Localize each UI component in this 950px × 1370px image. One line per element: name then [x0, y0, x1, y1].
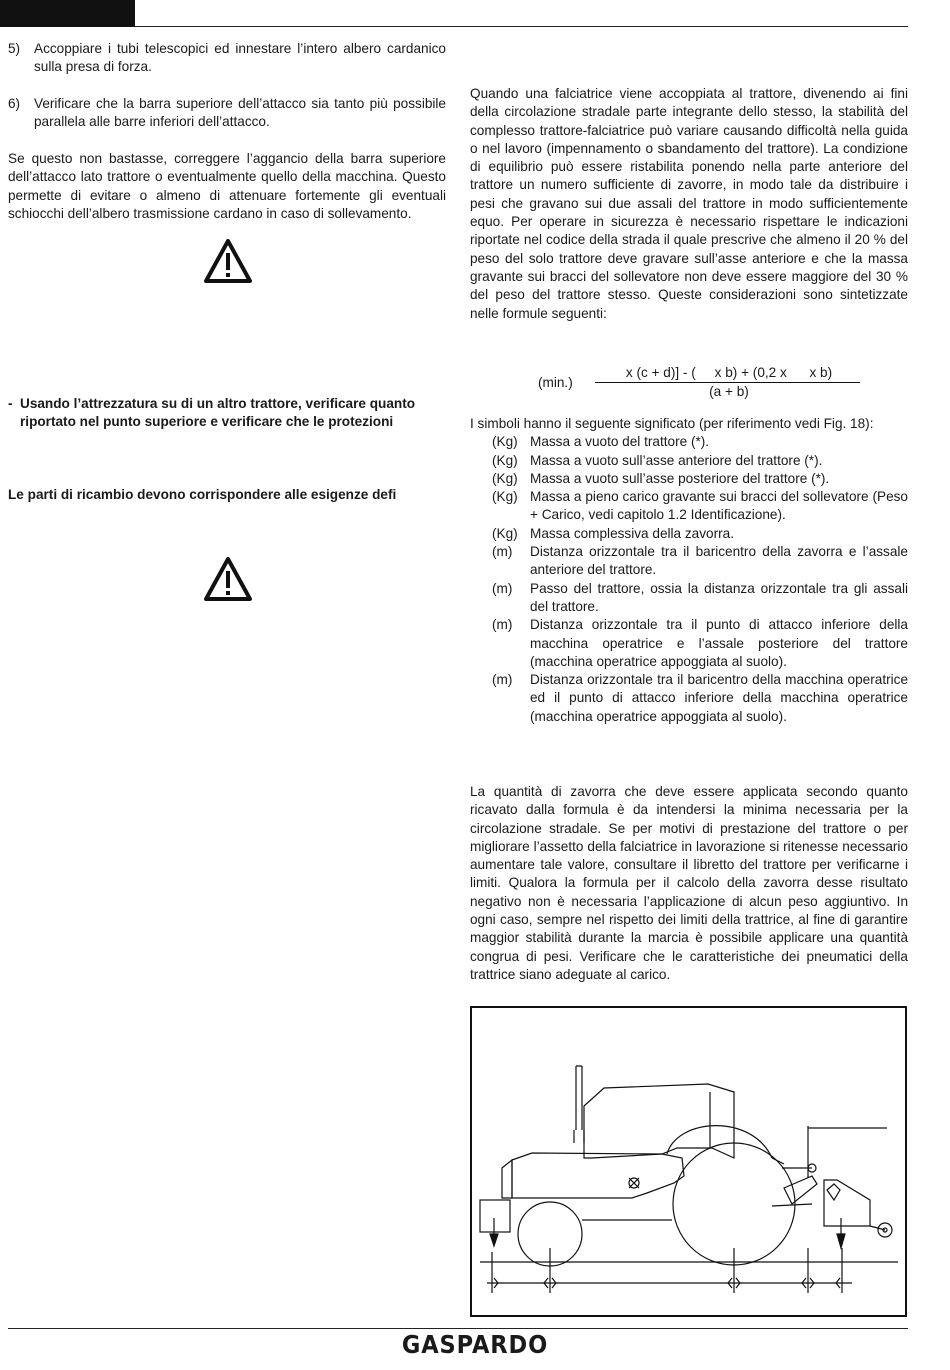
tractor-ballast-diagram	[470, 1006, 907, 1317]
legend-text: Massa a vuoto del trattore (*).	[530, 434, 710, 450]
formula-prefix: (min.)	[538, 375, 573, 390]
legend-unit: (m)	[492, 544, 513, 560]
paragraph-hitch: Se questo non bastasse, correggere l’aggancio della barra superiore dell’attacco lato trattore o eventualmente quello della macchina. Questo permette di evitare o almeno di attenuare fortemente gli eventuali schiocchi dell’albero trasmissione cardano in caso di sollevamento.	[8, 151, 446, 221]
bullet-dash: -	[8, 396, 13, 411]
gaspardo-logo: GASPARDO	[401, 1330, 549, 1359]
legend-item	[470, 616, 908, 671]
symbol-legend	[470, 415, 908, 726]
legend-text: Distanza orizzontale tra il baricentro della macchina operatrice ed il punto di attacco inferiore della macchina operatrice (macchina operatrice appoggiata al suolo).	[530, 672, 908, 724]
header-tab-block	[0, 0, 135, 27]
legend-item	[470, 452, 908, 470]
legend-text: Distanza orizzontale tra il baricentro della zavorra e l’assale anteriore del trattore.	[530, 544, 908, 578]
legend-item	[470, 525, 908, 543]
legend-unit: (Kg)	[492, 489, 518, 505]
warning-triangle-icon	[203, 556, 253, 602]
warning-triangle-icon	[203, 238, 253, 284]
formula-numerator: x (c + d)] - ( x b) + (0,2 x x b)	[625, 365, 833, 380]
legend-text: Massa a pieno carico gravante sui bracci del sollevatore (Peso + Carico, vedi capitolo 1.2 Identificazione).	[530, 489, 908, 523]
legend-item	[470, 433, 908, 451]
legend-text: Passo del trattore, ossia la distanza orizzontale tra gli assali del trattore.	[530, 580, 908, 614]
paragraph-stability: Quando una falciatrice viene accoppiata al trattore, divenendo ai fini della circolazione stradale parte integrante dello stesso, la stabilità del complesso trattore-falciatrice può variare causando difficoltà nella guida o nel lavoro (impennamento o sbandamento del trattore). La condizione di equilibrio può essere ristabilita ponendo nella parte anteriore del trattore un numero sufficiente di zavorre, in modo tale da distribuire i pesi che gravano sui due assali del trattore in modo sufficientemente equo. Per operare in sicurezza è necessario rispettare le indicazioni riportate nel codice della strada il quale prescrive che almeno il 20 % del peso del solo trattore deve gravare sull’asse anteriore e che la massa gravante sui bracci del sollevatore non deve essere maggiore del 30 % del peso del trattore stesso. Queste considerazioni sono sintetizzate nelle formule seguenti:	[470, 86, 908, 321]
legend-unit: (m)	[492, 580, 513, 596]
legend-item	[470, 488, 908, 525]
step-6	[8, 95, 446, 132]
legend-unit: (Kg)	[492, 452, 518, 468]
legend-item	[470, 543, 908, 580]
legend-text: Massa a vuoto sull’asse anteriore del trattore (*).	[530, 452, 823, 468]
formula-denominator: (a + b)	[709, 384, 749, 399]
bullet-text: Usando l’attrezzatura su di un altro trattore, verificare quanto riportato nel punto superiore e verificare che le protezioni	[20, 396, 416, 430]
legend-unit: (m)	[492, 672, 513, 688]
step-number: 5)	[8, 41, 21, 56]
legend-unit: (Kg)	[492, 434, 518, 450]
legend-item	[470, 580, 908, 617]
legend-text: Massa a vuoto sull’asse posteriore del trattore (*).	[530, 470, 830, 486]
legend-text: Massa complessiva della zavorra.	[530, 525, 734, 541]
legend-unit: (m)	[492, 617, 513, 633]
step-5	[8, 40, 446, 77]
legend-text: Distanza orizzontale tra il punto di attacco inferiore della macchina operatrice e l’assale posteriore del trattore (macchina operatrice appoggiata al suolo).	[530, 617, 908, 669]
legend-unit: (Kg)	[492, 470, 518, 486]
legend-item	[470, 470, 908, 488]
paragraph-ballast: La quantità di zavorra che deve essere applicata secondo quanto ricavato dalla formula è da intendersi la minima necessaria per la circolazione stradale. Se per motivi di prestazione del trattore o per migliorare l’assetto della falciatrice in lavorazione si ritenesse necessario aumentare tale valore, consultare il libretto del trattore per verificarne i limiti. Qualora la formula per il calcolo della zavorra desse risultato negativo non è necessaria l’applicazione di alcun peso aggiuntivo. In ogni caso, sempre nel rispetto dei limiti della trattrice, al fine di garantire maggior stabilità durante la marcia è possibile applicare una quantità congrua di pesi. Verificare che le caratteristiche dei pneumatici della trattrice siano adeguate al carico.	[470, 784, 908, 982]
bullet-other-tractor	[8, 395, 446, 432]
step-text: Verificare che la barra superiore dell’attacco sia tanto più possibile parallela alle barre inferiori dell’attacco.	[34, 96, 446, 130]
legend-unit: (Kg)	[492, 525, 518, 541]
spare-parts-note: Le parti di ricambio devono corrispondere alle esigenze defi	[8, 487, 397, 502]
tractor-drawing	[472, 1008, 905, 1315]
step-number: 6)	[8, 96, 21, 111]
step-text: Accoppiare i tubi telescopici ed innestare l’intero albero cardanico sulla presa di forza.	[34, 41, 446, 75]
legend-item	[470, 671, 908, 726]
legend-intro: I simboli hanno il seguente significato (per riferimento vedi Fig. 18):	[470, 416, 874, 431]
header-rule	[135, 26, 908, 27]
footer-rule	[8, 1328, 908, 1329]
